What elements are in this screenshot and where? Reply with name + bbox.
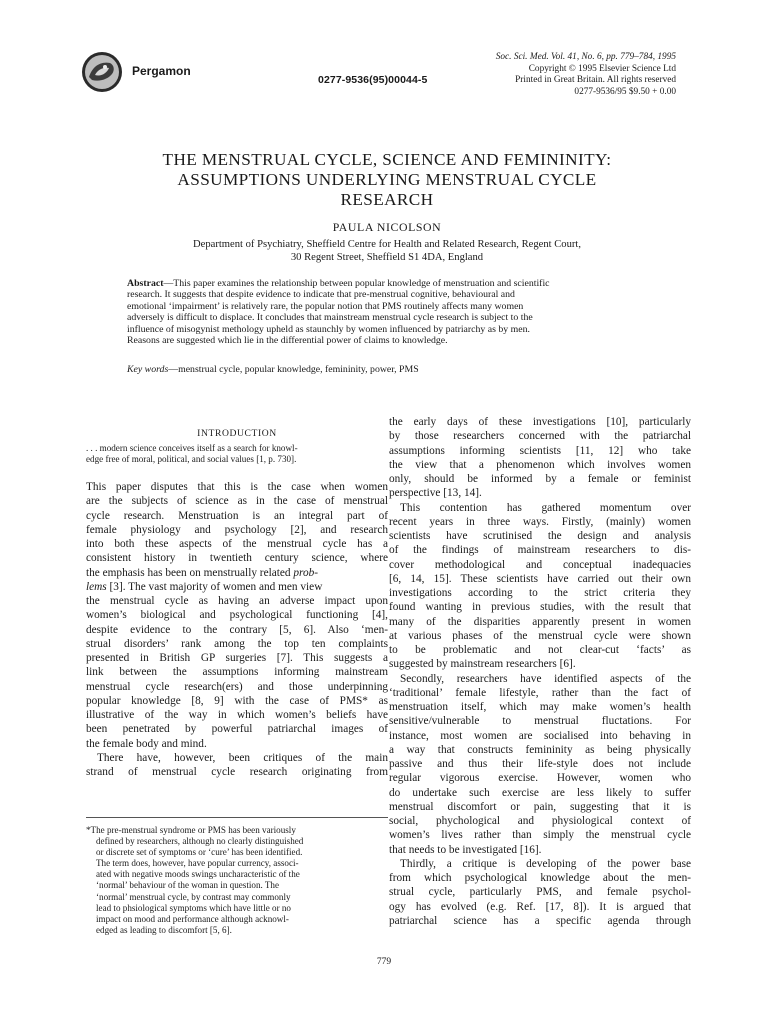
text-line: suggested by mainstream researchers [6]. bbox=[389, 658, 576, 671]
journal-line: 0277-9536/95 $9.50 + 0.00 bbox=[574, 86, 676, 97]
keywords: Key words—menstrual cycle, popular knowledge, femininity, power, PMS bbox=[127, 364, 419, 375]
text-line: This paper disputes that this is the case when women bbox=[86, 481, 388, 493]
text-line: consistent history in twentieth century science, where bbox=[86, 552, 388, 565]
text-line: scientists have scrutinised the design and analysis bbox=[389, 530, 691, 542]
text-line: the emphasis has been on menstrually related prob- bbox=[86, 566, 319, 579]
text-line: women’s lives rather than simply the menstrual cycle bbox=[389, 829, 691, 842]
text-line: instance, most women are socialised into behaving in bbox=[389, 729, 691, 742]
text-line: found wanting in previous studies, with the result that bbox=[389, 601, 691, 614]
right-column bbox=[389, 415, 691, 928]
journal-line: Copyright © 1995 Elsevier Science Ltd bbox=[528, 63, 676, 74]
text-line: This contention has gathered momentum over bbox=[400, 501, 691, 514]
text-line: menstrual discomfort or pain, suggesting that it is bbox=[389, 800, 691, 813]
section-heading: INTRODUCTION bbox=[197, 428, 277, 439]
text-line: women’s biological and psychological functioning [4], bbox=[86, 609, 388, 622]
text-line: that needs to be investigated [16]. bbox=[389, 843, 542, 856]
abstract-line: influence of misogynist methology upheld as staunchly by women influenced by patriarchy as by men. bbox=[127, 323, 530, 335]
text-line: passive and thus their life-style does not include bbox=[389, 758, 691, 770]
text-line: lems [3]. The vast majority of women and men view bbox=[86, 580, 323, 593]
title-line: RESEARCH bbox=[340, 190, 434, 209]
paper-title bbox=[90, 150, 684, 210]
text-line: strual disorders’ rank among the top ten complaints bbox=[86, 637, 388, 650]
text-line: only, should be informed by a female or feminist bbox=[389, 473, 691, 485]
abstract-line: Reasons are suggested which lie in the differential power of claims to knowledge. bbox=[127, 335, 448, 347]
text-line: regular vigorous exercise. However, women who bbox=[389, 772, 691, 785]
abstract bbox=[127, 278, 679, 346]
footnote-divider bbox=[86, 817, 388, 818]
footnote-line: ated with negative moods swings uncharacteristic of the bbox=[96, 869, 300, 880]
text-line: sensitive/vulnerable to menstrual fluctations. For bbox=[389, 715, 691, 728]
journal-line: Printed in Great Britain. All rights reserved bbox=[515, 75, 676, 86]
text-line: into both these aspects of the menstrual cycle has a bbox=[86, 538, 388, 550]
text-line: link between the assumptions informing mainstream bbox=[86, 666, 388, 679]
affiliation-line: Department of Psychiatry, Sheffield Centre for Health and Related Research, Regent Court, bbox=[192, 239, 582, 250]
text-line: been penetrated by powerful patriarchal images of bbox=[86, 723, 388, 736]
text-line: strual cycle, particularly PMS, and female psychol- bbox=[389, 886, 691, 899]
text-line: popular knowledge [8, 9] with the case of PMS* as bbox=[86, 694, 388, 707]
left-column bbox=[86, 480, 388, 779]
text-line: cycle research. Menstruation is an integral part of bbox=[86, 509, 388, 522]
text-line: female physiology and psychology [2], and research bbox=[86, 523, 388, 536]
text-line: illustrative of the way in which women’s beliefs have bbox=[86, 709, 388, 721]
text-line: by those researchers concerned with the patriarchal bbox=[389, 430, 691, 443]
text-line: to be problematic and not clear-cut ‘facts’ as bbox=[389, 644, 691, 656]
text-line: are the subjects of science as in the case of menstrual bbox=[86, 495, 388, 508]
journal-line: Soc. Sci. Med. Vol. 41, No. 6, pp. 779–784, 1995 bbox=[495, 52, 676, 62]
text-line: There have, however, been critiques of the main bbox=[97, 751, 388, 764]
text-line: from which psychological knowledge about the men- bbox=[389, 872, 691, 884]
text-line: presented in British GP surgeries [7]. This suggests a bbox=[86, 652, 388, 664]
text-line: the female body and mind. bbox=[86, 737, 207, 750]
footnote-line: defined by researchers, although no clearly distinguished bbox=[96, 836, 304, 847]
affiliation bbox=[90, 238, 684, 264]
text-line: recent years in three ways. Firstly, (mainly) women bbox=[389, 515, 691, 528]
abstract-line: emotional ‘impairment’ is relatively rare, the popular notion that PMS routinely affects many women bbox=[127, 300, 524, 312]
text-line: the early days of these investigations [10], particularly bbox=[389, 416, 691, 428]
footnote-line: ‘normal’ menstrual cycle, by contrast may commonly bbox=[96, 891, 291, 902]
text-line: of the findings of mainstream researchers to dis- bbox=[389, 544, 691, 557]
abstract-line: adversely is difficult to displace. It concludes that mainstream menstrual cycle research is subject to the bbox=[127, 312, 533, 324]
text-line: ogy has evolved (e.g. Ref. [17, 8]). It is argued that bbox=[389, 900, 691, 913]
footnote-line: impact on mood and performance although acknowl- bbox=[96, 913, 289, 924]
epigraph bbox=[86, 443, 376, 465]
publisher-name: Pergamon bbox=[132, 64, 191, 78]
journal-citation bbox=[496, 52, 676, 98]
text-line: patriarchal science has a specific agenda through bbox=[389, 914, 691, 927]
text-line: social, phychological and physiological context of bbox=[389, 815, 691, 827]
abstract-line: Abstract—This paper examines the relationship between popular knowledge of menstruation and scientific bbox=[127, 278, 550, 289]
text-line: Secondly, researchers have identified aspects of the bbox=[400, 672, 691, 685]
text-line: menstruation itself, which may make women’s health bbox=[389, 701, 691, 713]
text-line: assumptions informing scientists [11, 12] who take bbox=[389, 444, 691, 457]
author-name: PAULA NICOLSON bbox=[332, 220, 442, 234]
footnote-line: edged as leading to discomfort [5, 6]. bbox=[96, 924, 232, 935]
abstract-line: research. It suggests that despite evidence to indicate that pre-menstrual cognitive, behavioural and bbox=[127, 289, 515, 301]
text-line: the menstrual cycle as having an adverse impact upon bbox=[86, 595, 388, 607]
pergamon-logo bbox=[80, 50, 124, 94]
title-line: THE MENSTRUAL CYCLE, SCIENCE AND FEMININITY: bbox=[162, 150, 612, 169]
footnote bbox=[86, 825, 386, 936]
issn-code: 0277-9536(95)00044-5 bbox=[318, 74, 428, 86]
text-line: the view that a phenomenon which involves women bbox=[389, 458, 691, 471]
text-line: a way that constructs femininity as being physically bbox=[389, 743, 691, 756]
footnote-line: ‘normal’ behaviour of the woman in question. The bbox=[96, 880, 280, 891]
footnote-line: The term does, however, have popular currency, associ- bbox=[96, 858, 299, 869]
keywords-label: Key words bbox=[127, 364, 169, 375]
footnote-line: *The pre-menstrual syndrome or PMS has been variously bbox=[86, 825, 296, 835]
footnote-line: or discrete set of symptoms or ‘cure’ has been identified. bbox=[96, 847, 303, 858]
text-line: investigations according to the strict criteria they bbox=[389, 587, 691, 599]
text-line: [6, 14, 15]. These scientists have carried out their own bbox=[389, 572, 691, 585]
text-line: many of the disparities apparently present in women bbox=[389, 615, 691, 628]
text-line: do undertake such exercise are less likely to suffer bbox=[389, 786, 691, 799]
text-line: Thirdly, a critique is developing of the power base bbox=[400, 857, 691, 870]
abstract-label: Abstract bbox=[127, 278, 164, 289]
text-line: at various phases of the menstrual cycle were shown bbox=[389, 629, 691, 642]
text-line: ‘traditional’ female lifestyle, rather than the fact of bbox=[389, 686, 691, 699]
epigraph-line: . . . modern science conceives itself as a search for knowl- bbox=[86, 443, 298, 453]
title-line: ASSUMPTIONS UNDERLYING MENSTRUAL CYCLE bbox=[177, 170, 597, 189]
page-number: 779 bbox=[376, 957, 392, 967]
text-line: cover methodological and conceptual inadequacies bbox=[389, 558, 691, 571]
text-line: strand of menstrual cycle research originating from bbox=[86, 766, 388, 778]
epigraph-line: edge free of moral, political, and social values [1, p. 730]. bbox=[86, 454, 297, 465]
footnote-line: lead to phsiological symptoms which have little or no bbox=[96, 902, 291, 913]
affiliation-line: 30 Regent Street, Sheffield S1 4DA, England bbox=[290, 252, 484, 263]
text-line: menstrual cycle research(ers) and those underpinning bbox=[86, 680, 388, 693]
text-line: perspective [13, 14]. bbox=[389, 487, 482, 500]
text-line: despite evidence to the contrary [5, 6]. Also ‘men- bbox=[86, 623, 388, 636]
